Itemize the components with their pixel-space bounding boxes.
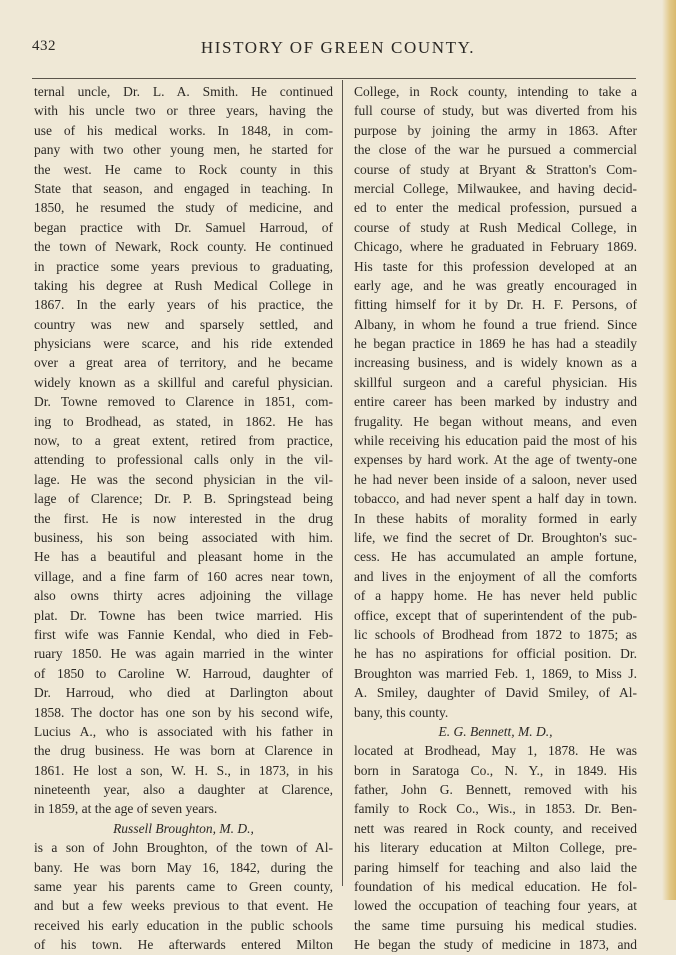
text-line: same year his parents came to Green county,	[34, 879, 333, 895]
text-line: bany, this county.	[354, 704, 449, 720]
text-line: the drug business. He was born at Clarence in	[34, 743, 333, 759]
column-divider	[342, 80, 343, 886]
text-line: the west. He came to Rock county in this	[34, 161, 333, 177]
page-number: 432	[32, 38, 56, 54]
text-line: life, we find the secret of Dr. Broughton's suc-	[354, 529, 637, 545]
text-line: village, and a fine farm of 160 acres near town,	[34, 568, 333, 584]
text-line: A. Smiley, daughter of David Smiley, of Al-	[354, 685, 637, 701]
text-line: He has a beautiful and pleasant home in the	[34, 549, 333, 565]
text-line: Broughton was married Feb. 1, 1869, to Miss J.	[354, 665, 637, 681]
text-line: of a happy home. He has never held public	[354, 588, 637, 604]
text-line: Lucius A., who is associated with his father in	[34, 723, 333, 739]
text-line: his literary education at Milton College, pre-	[354, 840, 637, 856]
text-line: Chicago, where he graduated in February 1869.	[354, 239, 637, 255]
text-line: full course of study, but was diverted from his	[354, 103, 637, 119]
text-line: of his town. He afterwards entered Milton	[34, 937, 333, 953]
text-line: in practice some years previous to graduating,	[34, 258, 333, 274]
text-line: lage. He was the second physician in the vil-	[34, 471, 333, 487]
text-line: lowed the occupation of teaching four years, at	[354, 898, 637, 914]
text-line: tobacco, and had never spent a half day in town.	[354, 491, 637, 507]
text-line: the same time pursuing his medical studies.	[354, 917, 637, 933]
text-line: father, John G. Bennett, removed with his	[354, 782, 637, 798]
text-line: also owns thirty acres adjoining the village	[34, 588, 333, 604]
text-line: use of his medical works. In 1848, in com-	[34, 122, 333, 138]
text-line: cess. He has accumulated an ample fortune,	[354, 549, 637, 565]
text-line: began practice with Dr. Samuel Harroud, of	[34, 219, 333, 235]
text-line: purpose by joining the army in 1863. After	[354, 122, 637, 138]
text-line: frugality. He began without means, and even	[354, 413, 637, 429]
text-line: ing to Brodhead, as stated, in 1862. He has	[34, 413, 333, 429]
text-line: In these habits of morality formed in early	[354, 510, 637, 526]
right-column	[354, 82, 637, 955]
text-line: over a great area of territory, and he became	[34, 355, 333, 371]
text-line: 1867. In the early years of his practice, the	[34, 297, 333, 313]
text-line: received his early education in the public schools	[34, 917, 333, 933]
text-line: His taste for this profession developed at an	[354, 258, 637, 274]
left-column	[34, 82, 333, 955]
text-line: entire career has been marked by industry and	[354, 394, 637, 410]
text-line: foundation of his medical education. He fol-	[354, 879, 637, 895]
text-line: expenses by hard work. At the age of twenty-one	[354, 452, 637, 468]
text-line: while receiving his education paid the most of his	[354, 433, 637, 449]
text-line: ed to enter the medical profession, pursued a	[354, 200, 637, 216]
text-line: and lives in the enjoyment of all the comforts	[354, 568, 637, 584]
text-line: the close of the war he pursued a commercial	[354, 142, 637, 158]
text-line: with his uncle two or three years, having the	[34, 103, 333, 119]
text-line: now, to a great extent, retired from practice,	[34, 433, 333, 449]
text-line: nett was reared in Rock county, and received	[354, 820, 637, 836]
text-line: pany with two other young men, he started for	[34, 142, 333, 158]
text-line: paring himself for teaching and also laid the	[354, 859, 637, 875]
text-line: office, except that of superintendent of the pub-	[354, 607, 637, 623]
section-heading: E. G. Bennett, M. D.,	[438, 723, 553, 739]
text-line: country was new and sparsely settled, and	[34, 316, 333, 332]
text-line: ruary 1850. He was again married in the winter	[34, 646, 333, 662]
text-line: he has no aspirations for official position. Dr.	[354, 646, 637, 662]
section-heading: Russell Broughton, M. D.,	[113, 820, 254, 836]
text-line: taking his degree at Rush Medical College in	[34, 277, 333, 293]
text-line: College, in Rock county, intending to take a	[354, 84, 637, 99]
text-line: Dr. Towne removed to Clarence in 1851, com-	[34, 394, 333, 410]
text-line: mercial College, Milwaukee, and having decid-	[354, 180, 637, 196]
text-line: early age, and he was greatly encouraged in	[354, 277, 637, 293]
text-line: located at Brodhead, May 1, 1878. He was	[354, 743, 637, 759]
text-line: of 1850 to Caroline W. Harroud, daughter of	[34, 665, 333, 681]
text-line: lic schools of Brodhead from 1872 to 1875; as	[354, 626, 637, 642]
text-line: course of study at Rush Medical College, in	[354, 219, 637, 235]
text-line: born in Saratoga Co., N. Y., in 1849. His	[354, 762, 637, 778]
text-line: 1861. He lost a son, W. H. S., in 1873, in his	[34, 762, 333, 778]
text-line: he had never been inside of a saloon, never used	[354, 471, 637, 487]
text-line: physicians were scarce, and his ride extended	[34, 336, 333, 352]
page-edge-shadow	[662, 0, 676, 900]
text-line: course of study at Bryant & Stratton's Com-	[354, 161, 637, 177]
text-line: Dr. Harroud, who died at Darlington about	[34, 685, 333, 701]
header-rule	[32, 78, 636, 79]
text-line: plat. Dr. Towne has been twice married. His	[34, 607, 333, 623]
text-line: 1858. The doctor has one son by his second wife,	[34, 704, 333, 720]
text-line: the first. He is now interested in the drug	[34, 510, 333, 526]
text-line: skillful surgeon and a careful physician. His	[354, 374, 637, 390]
text-line: He began the study of medicine in 1873, and	[354, 937, 637, 953]
text-line: Albany, in whom he found a true friend. Since	[354, 316, 637, 332]
text-line: ternal uncle, Dr. L. A. Smith. He continued	[34, 84, 333, 99]
text-line: family to Rock Co., Wis., in 1853. Dr. Ben-	[354, 801, 637, 817]
text-line: 1850, he resumed the study of medicine, and	[34, 200, 333, 216]
text-line: lage of Clarence; Dr. P. B. Springstead being	[34, 491, 333, 507]
text-line: increasing business, and is widely known as a	[354, 355, 637, 371]
text-line: in 1859, at the age of seven years.	[34, 801, 218, 817]
text-line: attending to professional calls only in the vil-	[34, 452, 333, 468]
text-line: business, his son being associated with him.	[34, 529, 333, 545]
text-line: fitting himself for it by Dr. H. F. Persons, of	[354, 297, 637, 313]
page-header	[32, 38, 644, 62]
text-line: first wife was Fannie Kendal, who died in Feb-	[34, 626, 333, 642]
running-head: HISTORY OF GREEN COUNTY.	[200, 38, 476, 57]
text-line: widely known as a skillful and careful physician.	[34, 374, 333, 390]
text-line: bany. He was born May 16, 1842, during the	[34, 859, 333, 875]
text-line: nineteenth year, also a daughter at Clarence,	[34, 782, 333, 798]
text-line: he began practice in 1869 he has had a steadily	[354, 336, 637, 352]
text-line: State that season, and engaged in teaching. In	[34, 180, 333, 196]
text-line: the town of Newark, Rock county. He continued	[34, 239, 333, 255]
text-line: and but a few weeks previous to that event. He	[34, 898, 333, 914]
text-line: is a son of John Broughton, of the town of Al-	[34, 840, 333, 856]
